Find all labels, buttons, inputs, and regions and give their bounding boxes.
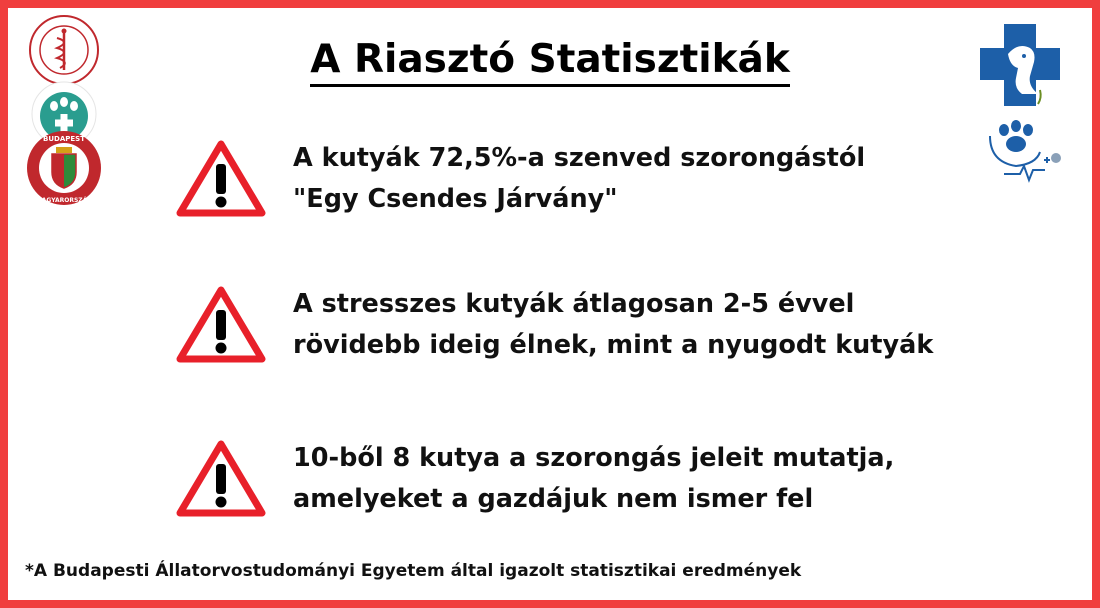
statistic-text <box>293 284 933 366</box>
statistic-item <box>176 438 1036 526</box>
statistic-line-1: 10-ből 8 kutya a szorongás jeleit mutatja, <box>293 443 895 473</box>
warning-triangle-icon <box>176 284 266 364</box>
statistic-line-2: rövidebb ideig élnek, mint a nyugodt kutyák <box>293 330 934 360</box>
warning-triangle-icon <box>176 138 266 218</box>
budapest-coat-of-arms <box>23 128 105 208</box>
statistic-item <box>176 284 1036 372</box>
warning-triangle-icon <box>176 438 266 518</box>
statistic-line-2: amelyeket a gazdájuk nem ismer fel <box>293 484 814 514</box>
statistic-item <box>176 138 1036 226</box>
budapest-seal-bottom-text: MAGYARORSZÁG <box>35 197 93 204</box>
statistic-line-2: "Egy Csendes Járvány" <box>293 184 618 214</box>
statistic-text <box>293 438 894 520</box>
statistic-text <box>293 138 865 220</box>
budapest-seal-top-text: BUDAPEST <box>43 135 85 143</box>
statistic-line-1: A stresszes kutyák átlagosan 2-5 évvel <box>293 289 855 319</box>
source-footnote: *A Budapesti Állatorvostudományi Egyetem által igazolt statisztikai eredmények <box>25 561 802 581</box>
page-title: A Riasztó Statisztikák <box>0 36 1100 84</box>
statistic-line-1: A kutyák 72,5%-a szenved szorongástól <box>293 143 866 173</box>
